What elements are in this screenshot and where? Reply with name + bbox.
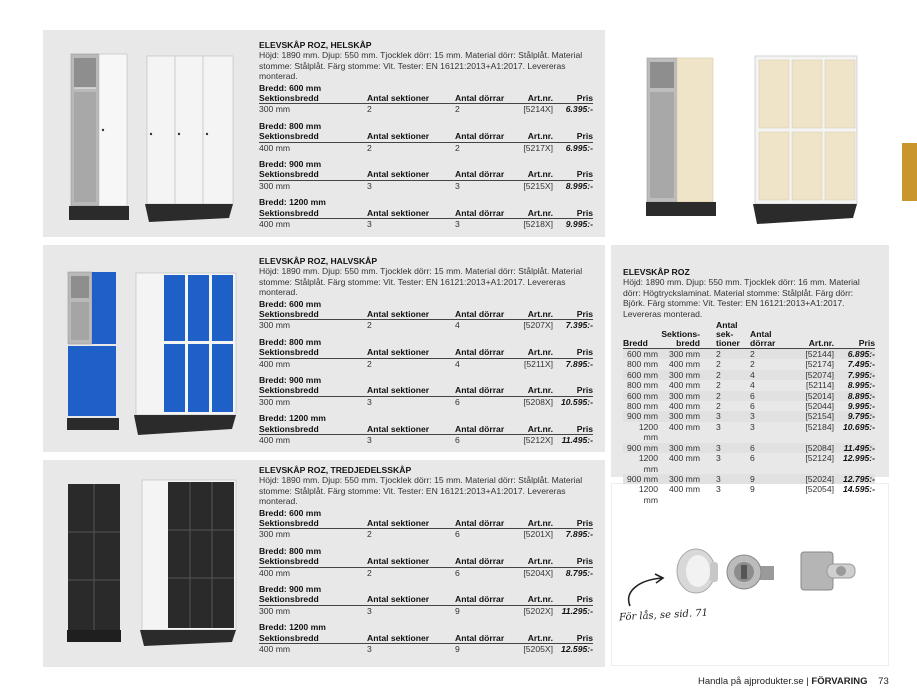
table-cell: 4 (455, 320, 460, 331)
col-header: Pris (576, 131, 593, 142)
table-cell: 11.495:- (843, 442, 875, 453)
table-cell: 3 (750, 411, 755, 422)
col-header: Art.nr. (527, 93, 553, 104)
col-header: Art.nr. (527, 347, 553, 358)
variant-group (259, 546, 593, 578)
table-cell: 6 (455, 435, 460, 446)
table-cell: 6 (455, 567, 460, 578)
table-cell: [5208X] (523, 396, 553, 407)
table-cell: 2 (716, 369, 721, 380)
table-cell: 800 mm (626, 401, 658, 412)
table-cell: 7.495:- (847, 359, 875, 370)
width-label: Bredd: 900 mm (259, 159, 322, 170)
col-header: Antal sek-tioner (716, 320, 740, 349)
table-cell: 3 (367, 219, 372, 230)
table-cell: 400 mm (668, 401, 700, 412)
table-cell: 400 mm (259, 219, 291, 230)
table-cell: 1200 mm (638, 421, 658, 443)
col-header: Sektionsbredd (259, 131, 319, 142)
table-cell: 300 mm (668, 411, 700, 422)
table-cell: [5202X] (523, 605, 553, 616)
table-cell: [52054] (805, 484, 834, 495)
table-cell: 800 mm (626, 380, 658, 391)
table-cell: 2 (716, 401, 721, 412)
table-row (623, 443, 875, 453)
width-label: Bredd: 600 mm (259, 82, 322, 93)
table-cell: 8.895:- (847, 390, 875, 401)
footer (698, 676, 889, 687)
col-header: Sektionsbredd (259, 423, 319, 434)
table-cell: 2 (367, 529, 372, 540)
helskap-open-cabinet-image (68, 52, 130, 222)
table-cell: 4 (750, 380, 755, 391)
table-header (623, 321, 875, 349)
table-cell: [5205X] (523, 644, 553, 655)
col-header: Pris (576, 347, 593, 358)
footer-section: FÖRVARING (811, 676, 868, 687)
table-cell: 2 (716, 349, 721, 360)
table-row (259, 397, 593, 407)
table-cell: 6 (455, 529, 460, 540)
col-header: Pris (858, 338, 875, 349)
product-description: Höjd: 1890 mm. Djup: 550 mm. Tjocklek dörr: 15 mm. Material dörr: Stålplåt. Material stomme: Stålplåt. Färg stomme: Vit. Tester: EN 16121:2013+A1:2017. Levereras monterad. (259, 50, 583, 82)
table-cell: 400 mm (259, 142, 291, 153)
table-cell: 3 (367, 435, 372, 446)
col-header: Sektionsbredd (259, 518, 319, 529)
table-cell: [52184] (805, 421, 834, 432)
table-row (259, 181, 593, 191)
product-description: Höjd: 1890 mm. Djup: 550 mm. Tjocklek dörr: 15 mm. Material dörr: Stålplåt. Material stomme: Stålplåt. Färg stomme: Vit. Tester: EN 16121:2013+A1:2017. Levereras monterad. (259, 475, 583, 507)
table-cell: 800 mm (626, 359, 658, 370)
table-cell: 12.595:- (560, 644, 593, 655)
table-cell: 3 (367, 180, 372, 191)
table-cell: [5215X] (523, 180, 553, 191)
table-cell: 11.495:- (561, 435, 593, 446)
table-cell: 600 mm (626, 349, 658, 360)
table-cell: [52084] (805, 442, 834, 453)
table-cell: 3 (367, 605, 372, 616)
table-cell: 300 mm (668, 390, 700, 401)
halvskap-open-cabinet-image (66, 270, 120, 432)
table-cell: [5204X] (523, 567, 553, 578)
table-row (623, 359, 875, 369)
col-header: Pris (576, 632, 593, 643)
table-row (259, 143, 593, 153)
table-cell: 2 (455, 104, 460, 115)
table-cell: 12.995:- (842, 453, 875, 464)
table-cell: 300 mm (259, 605, 291, 616)
col-header: Antal sektioner (367, 556, 430, 567)
table-cell: 10.695:- (842, 421, 875, 432)
col-header: Pris (576, 556, 593, 567)
table-cell: [5201X] (523, 529, 553, 540)
table-header (259, 131, 593, 142)
table-cell: 300 mm (259, 104, 291, 115)
birch-table-body (623, 349, 875, 505)
col-header: Art.nr. (527, 309, 553, 320)
table-cell: [5218X] (523, 219, 553, 230)
table-row (623, 391, 875, 401)
width-label: Bredd: 600 mm (259, 298, 322, 309)
table-cell: [52024] (805, 473, 834, 484)
table-cell: 3 (716, 473, 721, 484)
halvskap-cabinet-image (134, 271, 238, 437)
col-header: Antal dörrar (455, 385, 505, 396)
table-row (623, 411, 875, 421)
helskap-cabinet-image (143, 54, 235, 224)
table-cell: 400 mm (259, 435, 291, 446)
product-title: ELEVSKÅP ROZ, HALVSKÅP (259, 256, 378, 266)
table-cell: 10.595:- (560, 396, 593, 407)
table-row (623, 380, 875, 390)
col-header: Antal sektioner (367, 518, 430, 529)
table-cell: 3 (455, 219, 460, 230)
table-row (259, 104, 593, 114)
tredjedelsskap-cabinet-wide-image (140, 478, 238, 648)
col-header: Pris (576, 518, 593, 529)
table-cell: 400 mm (259, 358, 291, 369)
table-cell: 3 (716, 442, 721, 453)
table-cell: [52174] (805, 359, 834, 370)
table-header (259, 594, 593, 605)
table-cell: 8.995:- (565, 180, 593, 191)
product-description: Höjd: 1890 mm. Djup: 550 mm. Tjocklek dörr: 16 mm. Material dörr: Högtryckslaminat. Material stomme: Stålplåt. Färg dörr: Björk. Färg stomme: Vit. Tester: EN 16121:2013+A1:2017. Levereras monterad. (623, 277, 860, 319)
col-header: Pris (576, 207, 593, 218)
table-cell: 300 mm (668, 349, 700, 360)
variant-group (259, 299, 593, 331)
table-cell: 6.895:- (847, 349, 875, 360)
table-cell: 9.795:- (847, 411, 875, 422)
table-cell: [5207X] (523, 320, 553, 331)
table-row (259, 644, 593, 654)
col-header: Antal dörrar (455, 207, 505, 218)
width-label: Bredd: 900 mm (259, 584, 322, 595)
table-header (259, 518, 593, 529)
width-label: Bredd: 1200 mm (259, 622, 326, 633)
variant-group (259, 121, 593, 153)
table-cell: 2 (367, 567, 372, 578)
table-cell: [5214X] (523, 104, 553, 115)
table-cell: 6.995:- (565, 142, 593, 153)
table-cell: 9.995:- (565, 219, 593, 230)
width-label: Bredd: 800 mm (259, 545, 322, 556)
variant-group (259, 622, 593, 654)
arrow-icon (622, 572, 668, 608)
table-cell: 7.995:- (847, 369, 875, 380)
col-header: Art.nr. (527, 131, 553, 142)
table-cell: 3 (367, 644, 372, 655)
col-header: Antal sektioner (367, 385, 430, 396)
col-header: Pris (576, 423, 593, 434)
col-header: Antal sektioner (367, 594, 430, 605)
table-header (259, 347, 593, 358)
table-cell: 900 mm (626, 442, 658, 453)
table-cell: 14.595:- (842, 484, 875, 495)
col-header: Art.nr. (527, 169, 553, 180)
table-header (259, 385, 593, 396)
width-label: Bredd: 1200 mm (259, 197, 326, 208)
table-cell: 400 mm (259, 567, 291, 578)
table-header (259, 208, 593, 219)
variant-group (259, 413, 593, 445)
col-header: Sektionsbredd (259, 347, 319, 358)
table-cell: 7.395:- (565, 320, 593, 331)
table-cell: 300 mm (668, 369, 700, 380)
col-header: Sektionsbredd (259, 207, 319, 218)
table-cell: 900 mm (626, 411, 658, 422)
width-label: Bredd: 1200 mm (259, 413, 326, 424)
col-header: Pris (576, 594, 593, 605)
table-cell: [52144] (805, 349, 834, 360)
product-title: ELEVSKÅP ROZ, TREDJEDELSSKÅP (259, 465, 412, 475)
table-cell: 9.995:- (847, 401, 875, 412)
table-cell: 6 (750, 442, 755, 453)
table-header (259, 309, 593, 320)
footer-separator: | (806, 676, 809, 687)
col-header: Antal dörrar (455, 309, 505, 320)
col-header: Antal sektioner (367, 131, 430, 142)
width-label: Bredd: 800 mm (259, 120, 322, 131)
padlock-lock-image (674, 546, 722, 596)
col-header: Pris (576, 385, 593, 396)
col-header: Sektionsbredd (259, 385, 319, 396)
table-cell: 8.795:- (565, 567, 593, 578)
col-header: Antal sektioner (367, 93, 430, 104)
col-header: Antal dörrar (455, 594, 505, 605)
table-cell: 12.795:- (842, 473, 875, 484)
variant-group (259, 83, 593, 115)
table-cell: 3 (716, 411, 721, 422)
table-cell: 300 mm (668, 473, 700, 484)
product-helskap (259, 40, 593, 230)
table-cell: 9 (455, 605, 460, 616)
col-header: Antal dörrar (455, 347, 505, 358)
birch-product (623, 267, 875, 505)
table-row (623, 453, 875, 474)
table-cell: [52074] (805, 369, 834, 380)
table-cell: 7.895:- (565, 358, 593, 369)
table-cell: 3 (716, 484, 721, 495)
col-header: Art.nr. (527, 385, 553, 396)
cam-lock-image (797, 548, 859, 594)
table-row (259, 529, 593, 539)
table-cell: 4 (455, 358, 460, 369)
col-header: Antal sektioner (367, 423, 430, 434)
col-header: Art.nr. (527, 556, 553, 567)
table-cell: 9 (750, 473, 755, 484)
table-cell: 1200 mm (638, 484, 658, 505)
section-tab (902, 143, 917, 201)
table-cell: [5217X] (523, 142, 553, 153)
product-title: ELEVSKÅP ROZ (623, 267, 690, 277)
product-tredjedelsskap (259, 465, 593, 655)
variant-group (259, 337, 593, 369)
col-header: Antal dörrar (750, 329, 776, 349)
table-row (623, 484, 875, 505)
table-cell: 400 mm (668, 421, 700, 432)
table-cell: 9 (455, 644, 460, 655)
col-header: Antal dörrar (455, 169, 505, 180)
table-cell: 2 (367, 358, 372, 369)
table-header (259, 169, 593, 180)
table-cell: 900 mm (626, 473, 658, 484)
col-header: Sektionsbredd (259, 309, 319, 320)
col-header: Art.nr. (527, 518, 553, 529)
col-header: Sektionsbredd (259, 556, 319, 567)
table-cell: [52124] (805, 453, 834, 464)
page-number: 73 (878, 676, 889, 687)
width-label: Bredd: 900 mm (259, 375, 322, 386)
col-header: Bredd (623, 338, 648, 349)
table-cell: 400 mm (259, 644, 291, 655)
col-header: Pris (576, 309, 593, 320)
table-row (259, 359, 593, 369)
table-row (259, 568, 593, 578)
table-cell: 2 (716, 380, 721, 391)
table-row (623, 401, 875, 411)
col-header: Antal dörrar (455, 93, 505, 104)
table-cell: 3 (716, 421, 721, 432)
col-header: Antal dörrar (455, 632, 505, 643)
col-header: Art.nr. (527, 207, 553, 218)
col-header: Antal dörrar (455, 423, 505, 434)
lock-note: För lås, se sid. 71 (618, 607, 709, 624)
variant-group (259, 375, 593, 407)
table-row (259, 435, 593, 445)
col-header: Art.nr. (808, 338, 834, 349)
table-cell: [52044] (805, 401, 834, 412)
tredjedelsskap-cabinet-image (66, 482, 122, 644)
table-cell: 7.895:- (565, 529, 593, 540)
col-header: Antal sektioner (367, 347, 430, 358)
cylinder-lock-image (724, 548, 776, 598)
variant-group (259, 508, 593, 540)
table-cell: 6 (750, 453, 755, 464)
table-cell: 3 (455, 180, 460, 191)
table-cell: 2 (750, 359, 755, 370)
table-cell: 2 (455, 142, 460, 153)
table-cell: 2 (716, 359, 721, 370)
col-header: Antal dörrar (455, 131, 505, 142)
table-row (623, 370, 875, 380)
table-row (623, 422, 875, 443)
col-header: Antal sektioner (367, 309, 430, 320)
width-label: Bredd: 600 mm (259, 507, 322, 518)
col-header: Sektionsbredd (259, 169, 319, 180)
table-cell: 400 mm (668, 359, 700, 370)
table-row (259, 219, 593, 229)
col-header: Antal sektioner (367, 632, 430, 643)
table-cell: 6.395:- (565, 104, 593, 115)
table-cell: 600 mm (626, 390, 658, 401)
col-header: Sektionsbredd (259, 632, 319, 643)
table-cell: 3 (367, 396, 372, 407)
col-header: Sektions-bredd (661, 329, 700, 349)
col-header: Pris (576, 169, 593, 180)
table-cell: 400 mm (668, 484, 700, 495)
table-cell: 2 (367, 142, 372, 153)
table-cell: 1200 mm (638, 453, 658, 474)
table-cell: 400 mm (668, 380, 700, 391)
table-cell: 8.995:- (847, 380, 875, 391)
variant-group (259, 197, 593, 229)
col-header: Pris (576, 93, 593, 104)
footer-site[interactable]: Handla på ajprodukter.se (698, 676, 804, 687)
table-cell: [5211X] (524, 358, 553, 369)
width-label: Bredd: 800 mm (259, 336, 322, 347)
col-header: Art.nr. (527, 423, 553, 434)
table-row (259, 606, 593, 616)
table-cell: [52014] (805, 390, 834, 401)
col-header: Sektionsbredd (259, 93, 319, 104)
table-cell: 2 (367, 320, 372, 331)
table-cell: 2 (750, 349, 755, 360)
table-cell: 600 mm (626, 369, 658, 380)
table-row (623, 349, 875, 359)
table-cell: 6 (750, 401, 755, 412)
variant-group (259, 584, 593, 616)
col-header: Antal dörrar (455, 556, 505, 567)
table-header (259, 556, 593, 567)
table-cell: 400 mm (668, 453, 700, 464)
table-cell: 300 mm (259, 180, 291, 191)
table-row (623, 474, 875, 484)
product-halvskap (259, 256, 593, 446)
table-cell: 2 (367, 104, 372, 115)
col-header: Antal sektioner (367, 207, 430, 218)
col-header: Antal sektioner (367, 169, 430, 180)
table-row (259, 320, 593, 330)
table-cell: 300 mm (668, 442, 700, 453)
table-header (259, 633, 593, 644)
variant-group (259, 159, 593, 191)
table-cell: 6 (750, 390, 755, 401)
table-header (259, 424, 593, 435)
table-cell: 300 mm (259, 529, 291, 540)
product-description: Höjd: 1890 mm. Djup: 550 mm. Tjocklek dörr: 15 mm. Material dörr: Stålplåt. Material stomme: Stålplåt. Färg stomme: Vit. Tester: EN 16121:2013+A1:2017. Levereras monterad. (259, 266, 583, 298)
table-cell: [52114] (805, 380, 834, 391)
table-cell: 3 (750, 421, 755, 432)
birch-cabinet-image (753, 54, 859, 226)
table-cell: 11.295:- (561, 605, 593, 616)
birch-open-cabinet-image (645, 56, 717, 220)
col-header: Antal dörrar (455, 518, 505, 529)
col-header: Art.nr. (527, 594, 553, 605)
table-cell: [52154] (805, 411, 834, 422)
table-cell: 2 (716, 390, 721, 401)
col-header: Sektionsbredd (259, 594, 319, 605)
table-header (259, 93, 593, 104)
table-cell: 4 (750, 369, 755, 380)
table-cell: 300 mm (259, 320, 291, 331)
table-cell: 300 mm (259, 396, 291, 407)
table-cell: 6 (455, 396, 460, 407)
product-title: ELEVSKÅP ROZ, HELSKÅP (259, 40, 372, 50)
table-cell: [5212X] (523, 435, 553, 446)
table-cell: 3 (716, 453, 721, 464)
col-header: Art.nr. (527, 632, 553, 643)
table-cell: 9 (750, 484, 755, 495)
